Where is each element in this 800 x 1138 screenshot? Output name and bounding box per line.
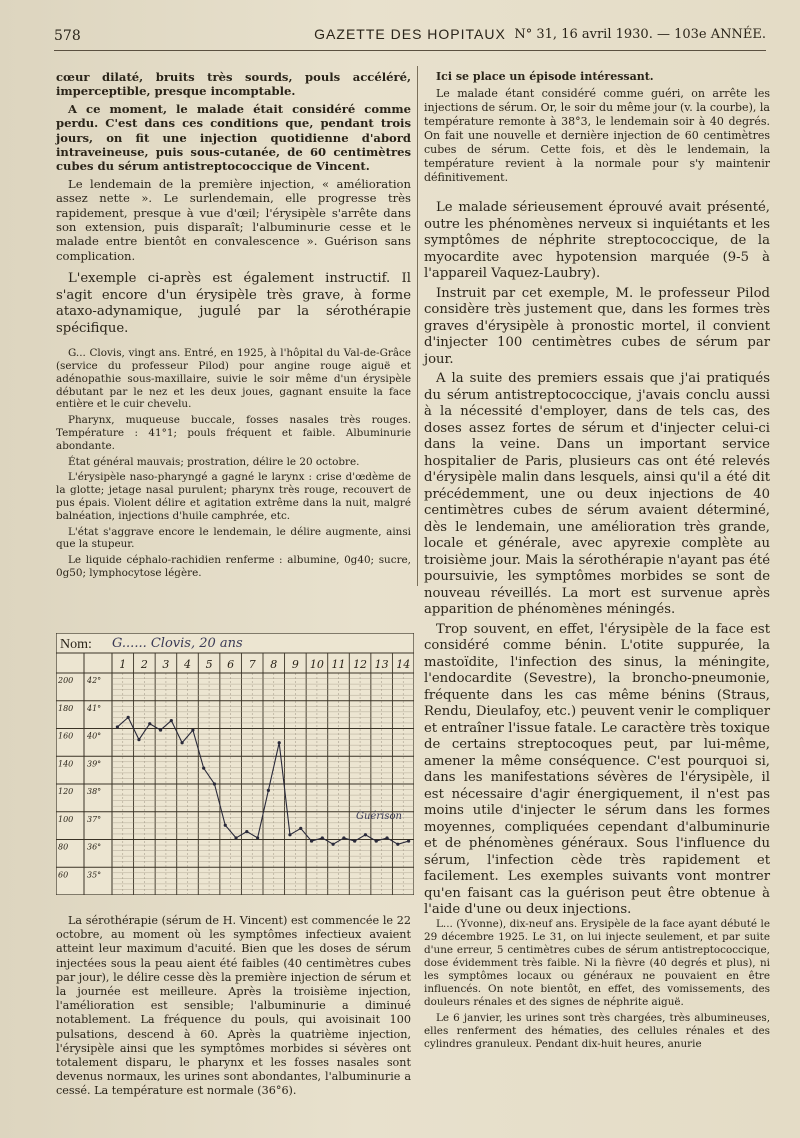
left-column	[56, 70, 411, 583]
left-bottom-column	[56, 914, 411, 1102]
temperature-point	[396, 843, 399, 846]
temperature-point	[310, 839, 313, 842]
chart-temp-label: 42°	[87, 676, 102, 685]
paragraph: Le liquide céphalo-rachidien renferme : albumine, 0g40; sucre, 0g50; lymphocytose légère.	[56, 554, 411, 580]
paragraph: L... (Yvonne), dix-neuf ans. Erysipèle de la face ayant débuté le 29 décembre 1925. Le 31, on lui injecte seulement, et par suite d'une erreur, 5 centimètres cubes de sérum antistreptococcique, dose évidemment très faible. Ni la fièvre (40 degrés et plus), ni les symptômes locaux ou généraux ne pouvaient en être influencés. On note bientôt, en effet, des vomissements, des douleurs rénales et des signes de néphrite aiguë.	[424, 918, 770, 1008]
temperature-point	[191, 728, 194, 731]
temperature-point	[278, 741, 281, 744]
temperature-point	[127, 716, 130, 719]
chart-handwritten-note: Guérison	[356, 811, 402, 822]
chart-day-label: 4	[184, 658, 191, 671]
temperature-point	[267, 789, 270, 792]
paragraph: Le lendemain de la première injection, « amélioration assez nette ». Le surlendemain, elle progresse très rapidement, presque à vue d'œil; l'érysipèle s'arrête dans son extension, puis disparaît; l'albuminurie cesse et le malade entre bientôt en convalescence ». Guérison sans complication.	[56, 176, 411, 263]
case-report	[56, 347, 411, 580]
paragraph: A la suite des premiers essais que j'ai pratiqués du sérum antistreptococcique, j'avais conclu aussi à la nécessité d'employer, dans de tels cas, des doses assez fortes de sérum et d'injecter celui-ci dans la veine. Dans un important service hospitalier de Paris, plusieurs cas ont été relevés d'érysipèle malin dans lesquels, ainsi qu'il a été dit précédemment, une ou deux injections de 40 centimètres cubes de sérum avaient déterminé, dès le lendemain, une amélioration très grande, locale et générale, avec apyrexie complète au troisième jour. Mais la sérothérapie n'ayant pas été poursuivie, les symptômes morbides se sont de nouveau réveillés. La mort est survenue après apparition de phénomènes méningés.	[424, 371, 770, 617]
temperature-point	[181, 741, 184, 744]
chart-temp-label: 40°	[87, 731, 102, 741]
temperature-point	[224, 824, 227, 827]
page-header	[54, 22, 766, 51]
paragraph: L'état s'aggrave encore le lendemain, le délire augmente, ainsi que la stupeur.	[56, 525, 411, 551]
chart-day-label: 10	[309, 658, 324, 671]
issue-info: N° 31, 16 avril 1930. — 103e ANNÉE.	[514, 27, 766, 42]
right-column-bottom	[424, 918, 770, 1054]
chart-pulse-label: 160	[58, 731, 74, 741]
paragraph: Le 6 janvier, les urines sont très chargées, très albumineuses, elles renferment des hématies, des cellules rénales et des cylindres granuleux. Pendant dix-huit heures, anurie	[424, 1012, 770, 1050]
temperature-point	[170, 719, 173, 722]
paragraph: A ce moment, le malade était considéré comme perdu. C'est dans ces conditions que, pendant trois jours, on fit une injection quotidienne d'abord intraveineuse, puis sous-cutanée, de 60 centimètres cubes du sérum antistreptococcique de Vincent.	[56, 101, 411, 174]
chart-day-label: 13	[374, 658, 389, 671]
chart-pulse-label: 120	[58, 787, 74, 796]
right-column-top	[424, 70, 770, 188]
chart-pulse-label: 60	[58, 870, 69, 880]
chart-temp-label: 36°	[87, 842, 102, 852]
temperature-point	[321, 836, 324, 839]
temperature-point	[116, 725, 119, 728]
temperature-point	[375, 839, 378, 842]
chart-pulse-label: 200	[58, 676, 74, 685]
temperature-point	[256, 836, 259, 839]
chart-temp-label: 37°	[87, 814, 102, 824]
chart-temp-label: 35°	[87, 870, 102, 880]
temperature-point	[353, 839, 356, 842]
temperature-point	[137, 738, 140, 741]
paragraph: État général mauvais; prostration, délire le 20 octobre.	[68, 455, 360, 468]
chart-day-label: 3	[162, 658, 170, 671]
chart-temp-label: 39°	[87, 759, 102, 769]
temperature-point	[148, 722, 151, 725]
chart-day-label: 7	[248, 658, 256, 671]
chart-frame	[56, 633, 414, 895]
temperature-point	[332, 843, 335, 846]
column-rule	[417, 66, 418, 586]
paragraph: La sérothérapie (sérum de H. Vincent) est commencée le 22 octobre, au moment où les symptômes infectieux avaient atteint leur maximum d'acuité. Bien que les doses de sérum injectées sous la peau aient été faibles (40 centimètres cubes par jour), le délire cesse dès la première injection de sérum et la journée est meilleure. Après la troisième injection, l'amélioration est sensible; l'albuminurie a diminué notablement. La fréquence du pouls, qui avoisinait 100 pulsations, descend à 60. Après la quatrième injection, l'érysipèle ainsi que les symptômes morbides si sévères ont totalement disparu, le pharynx et les fosses nasales sont devenus normaux, les urines sont abondantes, l'albuminurie a cessé. La température est normale (36°6).	[56, 914, 411, 1098]
paragraph: Le malade étant considéré comme guéri, on arrête les injections de sérum. Or, le soir du même jour (v. la courbe), la température remonte à 38°3, le lendemain soir à 40 degrés. On fait une nouvelle et dernière injection de 60 centimètres cubes de sérum. Cette fois, et dès le lendemain, la température revient à la normale pour s'y maintenir définitivement.	[424, 87, 770, 184]
paragraph: G... Clovis, vingt ans. Entré, en 1925, à l'hôpital du Val-de-Grâce (service du professeur Pilod) pour angine rouge aiguë et adénopathie sous-maxillaire, suivie le soir même d'un érysipèle débutant par le nez et les deux joues, gagnant ensuite la face entière et le cuir chevelu.	[56, 347, 411, 411]
chart-day-label: 14	[396, 658, 411, 671]
chart-day-label: 6	[227, 658, 235, 671]
temperature-point	[245, 830, 248, 833]
temperature-point	[213, 782, 216, 785]
chart-pulse-label: 80	[58, 842, 69, 852]
temperature-chart	[56, 633, 414, 895]
paragraph: Le malade sérieusement éprouvé avait présenté, outre les phénomènes nerveux si inquiétants et les symptômes de néphrite streptococcique, de la myocardite avec hypotension marquée (9-5 à l'appareil Vaquez-Laubry).	[424, 200, 770, 281]
chart-day-label: 12	[353, 658, 368, 671]
temperature-point	[385, 836, 388, 839]
chart-day-label: 11	[331, 658, 346, 671]
paragraph: cœur dilaté, bruits très sourds, pouls accéléré, imperceptible, presque incomptable.	[56, 70, 411, 99]
chart-pulse-label: 180	[58, 703, 74, 713]
chart-pulse-label: 100	[58, 814, 74, 824]
temperature-point	[299, 827, 302, 830]
chart-handwritten-name: G...... Clovis, 20 ans	[112, 636, 243, 651]
paragraph: L'érysipèle naso-pharyngé a gagné le larynx : crise d'œdème de la glotte; jetage nasal purulent; pharynx très rouge, recouvert de pus épais. Violent délire et agitation extrême dans la nuit, malgré balnéation, injections d'huile camphrée, etc.	[56, 471, 411, 522]
paragraph: Pharynx, muqueuse buccale, fosses nasales très rouges. Température : 41°1; pouls fréquent et faible. Albuminurie abondante.	[56, 414, 411, 452]
temperature-point	[342, 836, 345, 839]
temperature-point	[234, 836, 237, 839]
chart-day-label: 2	[140, 658, 148, 671]
chart-day-label: 8	[270, 658, 278, 671]
temperature-point	[288, 833, 291, 836]
paragraph: Trop souvent, en effet, l'érysipèle de la face est considéré comme bénin. L'otite suppurée, la mastoïdite, l'infection des sinus, la méningite, l'endocardite (Sevestre), la broncho-pneumonie, fréquente dans les cas même bénins (Straus, Rendu, Dieulafoy, etc.) peuvent venir le compliquer et entraîner l'issue fatale. Le caractère très toxique de certains streptocoques peut, par lui-même, amener la même conséquence. C'est pourquoi si, dans les manifestations sévères de l'érysipèle, il est nécessaire d'agir énergiquement, il n'est pas moins utile d'injecter le sérum dans les formes moyennes, compliquées cependant d'albuminurie et de phénomènes généraux. Sous l'influence du sérum, l'infection cède très rapidement et facilement. Les exemples suivants vont montrer qu'en faisant cas la guérison peut être obtenue à l'aide d'une ou deux injections.	[424, 621, 770, 917]
temperature-point	[159, 728, 162, 731]
temperature-point	[407, 839, 410, 842]
section-heading: L'exemple ci-après est également instructif. Il s'agit encore d'un érysipèle très grave, à forme ataxo-adynamique, jugulé par la sérothérapie spécifique.	[56, 271, 411, 336]
chart-day-label: 1	[119, 658, 127, 671]
chart-temp-label: 41°	[87, 703, 102, 713]
temperature-point	[364, 833, 367, 836]
chart-day-label: 5	[205, 658, 213, 671]
journal-title: GAZETTE DES HOPITAUX	[314, 26, 506, 42]
chart-temp-label: 38°	[87, 787, 102, 796]
page-number: 578	[54, 28, 81, 44]
paragraph: Ici se place un épisode intéressant.	[436, 70, 654, 83]
chart-day-label: 9	[291, 658, 299, 671]
paragraph: Instruit par cet exemple, M. le professeur Pilod considère très justement que, dans les formes très graves d'érysipèle à pronostic mortel, il convient d'injecter 100 centimètres cubes de sérum par jour.	[424, 285, 770, 367]
temperature-point	[202, 767, 205, 770]
chart-pulse-label: 140	[58, 759, 74, 769]
chart-name-label: Nom:	[60, 637, 92, 652]
right-column-main	[424, 200, 770, 922]
